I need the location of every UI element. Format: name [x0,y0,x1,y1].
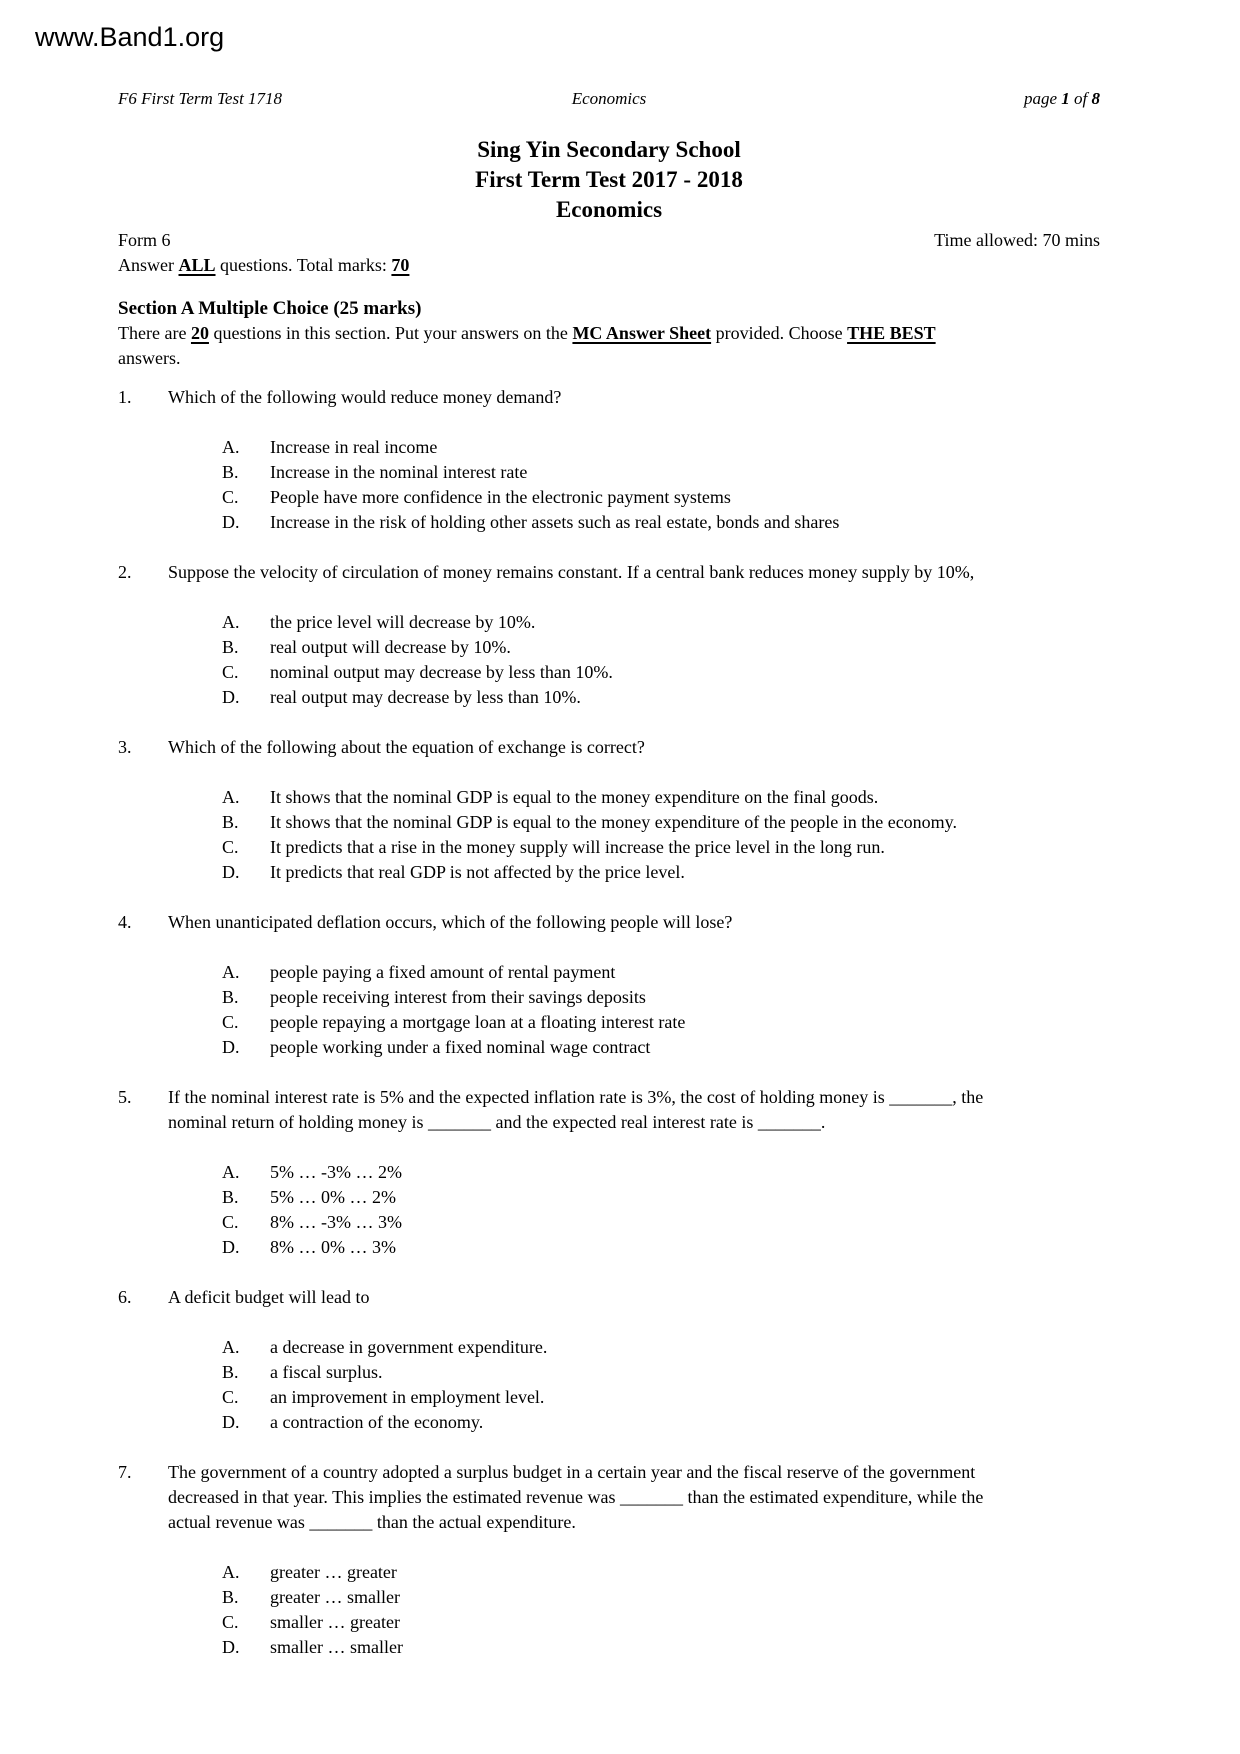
question [118,1460,1100,1660]
option-row [222,1035,1100,1060]
options-list [222,785,1100,885]
option-row [222,610,1100,635]
page-header-test-code: F6 First Term Test 1718 [118,89,283,108]
option-row [222,1210,1100,1235]
option-row [222,1335,1100,1360]
question-number: 6. [118,1287,132,1307]
text-segment: 20 [190,323,209,343]
question-stem-line: Which of the following about the equation of exchange is correct? [168,737,645,757]
option-text: people receiving interest from their savings deposits [270,987,646,1007]
option-letter: B. [222,987,239,1007]
option-letter: D. [222,862,240,882]
option-text: people repaying a mortgage loan at a floating interest rate [270,1012,686,1032]
question-stem-line: When unanticipated deflation occurs, which of the following people will lose? [168,912,733,932]
options-list [222,1335,1100,1435]
meta-row [118,228,1100,253]
question-number: 7. [118,1462,132,1482]
option-letter: B. [222,462,239,482]
questions-list [118,385,1100,1660]
option-row [222,1635,1100,1660]
option-row [222,785,1100,810]
text-segment: 70 [391,255,410,275]
option-row [222,1610,1100,1635]
title-block [118,135,1100,225]
options-list [222,610,1100,710]
option-text: people working under a fixed nominal wage contract [270,1037,651,1057]
option-text: People have more confidence in the electronic payment systems [270,487,731,507]
page-header [118,86,1100,111]
question-body [168,1085,1100,1260]
question-body [168,385,1100,535]
question-stem [168,1460,1100,1535]
option-text: 5% … 0% … 2% [270,1187,396,1207]
option-text: 8% … -3% … 3% [270,1212,402,1232]
option-text: Increase in real income [270,437,438,457]
option-row [222,1360,1100,1385]
question-stem [168,560,1100,585]
option-letter: A. [222,437,240,457]
question-body [168,735,1100,885]
question-number: 2. [118,562,132,582]
text-segment: MC Answer Sheet [572,323,712,343]
option-letter: C. [222,1387,239,1407]
text-segment: 8 [1091,89,1100,108]
option-letter: C. [222,1012,239,1032]
option-row [222,1160,1100,1185]
option-row [222,435,1100,460]
option-row [222,1385,1100,1410]
option-row [222,1410,1100,1435]
question-body [168,560,1100,710]
option-row [222,960,1100,985]
option-letter: B. [222,1587,239,1607]
option-letter: C. [222,487,239,507]
option-letter: B. [222,637,239,657]
question-number: 3. [118,737,132,757]
option-text: 8% … 0% … 3% [270,1237,396,1257]
options-list [222,1160,1100,1260]
option-text: greater … smaller [270,1587,400,1607]
option-letter: B. [222,1362,239,1382]
option-letter: D. [222,1037,240,1057]
text-segment: THE BEST [847,323,936,343]
text-segment: 1 [1061,89,1070,108]
text-segment: page [1023,89,1062,108]
option-row [222,660,1100,685]
option-letter: A. [222,787,240,807]
option-row [222,1560,1100,1585]
question-body [168,910,1100,1060]
section-a-intro-line-1 [118,321,1100,346]
time-allowed-label: Time allowed: 70 mins [934,230,1100,250]
option-letter: B. [222,812,239,832]
question-number: 5. [118,1087,132,1107]
question-stem-line: decreased in that year. This implies the estimated revenue was _______ than the estimated expenditure, while the [168,1487,984,1507]
option-row [222,460,1100,485]
option-text: smaller … smaller [270,1637,403,1657]
question-stem [168,1285,1100,1310]
option-row [222,485,1100,510]
option-text: Increase in the nominal interest rate [270,462,528,482]
question-stem-line: A deficit budget will lead to [168,1287,370,1307]
option-text: It shows that the nominal GDP is equal to the money expenditure of the people in the economy. [270,812,958,832]
option-text: It shows that the nominal GDP is equal to the money expenditure on the final goods. [270,787,879,807]
answer-instruction-line [118,253,1100,278]
option-row [222,810,1100,835]
text-segment: provided. Choose [711,323,848,343]
question-stem [168,1085,1100,1135]
option-text: people paying a fixed amount of rental payment [270,962,616,982]
option-letter: A. [222,962,240,982]
option-letter: C. [222,662,239,682]
options-list [222,1560,1100,1660]
subject-name: Economics [555,197,663,222]
option-letter: A. [222,1562,240,1582]
text-segment: of [1069,89,1092,108]
question [118,1285,1100,1435]
option-letter: C. [222,1612,239,1632]
option-text: greater … greater [270,1562,397,1582]
question [118,560,1100,710]
option-text: an improvement in employment level. [270,1387,545,1407]
option-letter: B. [222,1187,239,1207]
question-number: 1. [118,387,132,407]
option-text: Increase in the risk of holding other assets such as real estate, bonds and shares [270,512,840,532]
question-body [168,1460,1100,1660]
test-name: First Term Test 2017 - 2018 [475,167,743,192]
option-text: a decrease in government expenditure. [270,1337,548,1357]
question [118,910,1100,1060]
section-a-intro-line-2: answers. [118,348,181,368]
section-a-heading: Section A Multiple Choice (25 marks) [118,298,422,319]
option-letter: A. [222,1162,240,1182]
text-segment: ALL [178,255,216,275]
question-stem-line: nominal return of holding money is _______ and the expected real interest rate is _______. [168,1112,826,1132]
option-row [222,1185,1100,1210]
school-name: Sing Yin Secondary School [477,137,741,162]
option-row [222,1585,1100,1610]
question [118,1085,1100,1260]
option-text: a fiscal surplus. [270,1362,383,1382]
option-letter: D. [222,687,240,707]
question-stem [168,385,1100,410]
option-row [222,1010,1100,1035]
form-label: Form 6 [118,230,171,250]
option-text: nominal output may decrease by less than 10%. [270,662,613,682]
option-text: It predicts that a rise in the money supply will increase the price level in the long run. [270,837,885,857]
option-letter: C. [222,1212,239,1232]
page-header-page-number [646,86,1100,111]
site-watermark: www.Band1.org [35,22,225,52]
option-row [222,835,1100,860]
option-letter: D. [222,1412,240,1432]
option-letter: D. [222,1637,240,1657]
text-segment: There are [118,323,191,343]
options-list [222,960,1100,1060]
option-row [222,685,1100,710]
question-stem-line: actual revenue was _______ than the actual expenditure. [168,1512,576,1532]
question-stem-line: If the nominal interest rate is 5% and the expected inflation rate is 3%, the cost of holding money is _______, the [168,1087,984,1107]
question-stem-line: Suppose the velocity of circulation of money remains constant. If a central bank reduces money supply by 10%, [168,562,975,582]
question [118,385,1100,535]
option-row [222,860,1100,885]
option-text: 5% … -3% … 2% [270,1162,402,1182]
option-text: real output will decrease by 10%. [270,637,511,657]
option-text: the price level will decrease by 10%. [270,612,536,632]
page-header-subject: Economics [571,89,647,108]
option-text: It predicts that real GDP is not affected by the price level. [270,862,685,882]
question-stem [168,735,1100,760]
question-stem [168,910,1100,935]
question-stem-line: Which of the following would reduce money demand? [168,387,562,407]
question [118,735,1100,885]
option-letter: D. [222,1237,240,1257]
option-text: smaller … greater [270,1612,400,1632]
option-letter: C. [222,837,239,857]
option-text: real output may decrease by less than 10%. [270,687,581,707]
question-body [168,1285,1100,1435]
document-body [118,0,1100,1660]
question-stem-line: The government of a country adopted a surplus budget in a certain year and the fiscal reserve of the government [168,1462,976,1482]
text-segment: questions. Total marks: [215,255,392,275]
option-letter: A. [222,612,240,632]
option-letter: D. [222,512,240,532]
text-segment: questions in this section. Put your answers on the [208,323,573,343]
option-letter: A. [222,1337,240,1357]
option-row [222,510,1100,535]
question-number: 4. [118,912,132,932]
option-row [222,1235,1100,1260]
option-text: a contraction of the economy. [270,1412,484,1432]
option-row [222,985,1100,1010]
option-row [222,635,1100,660]
text-segment: Answer [118,255,179,275]
options-list [222,435,1100,535]
